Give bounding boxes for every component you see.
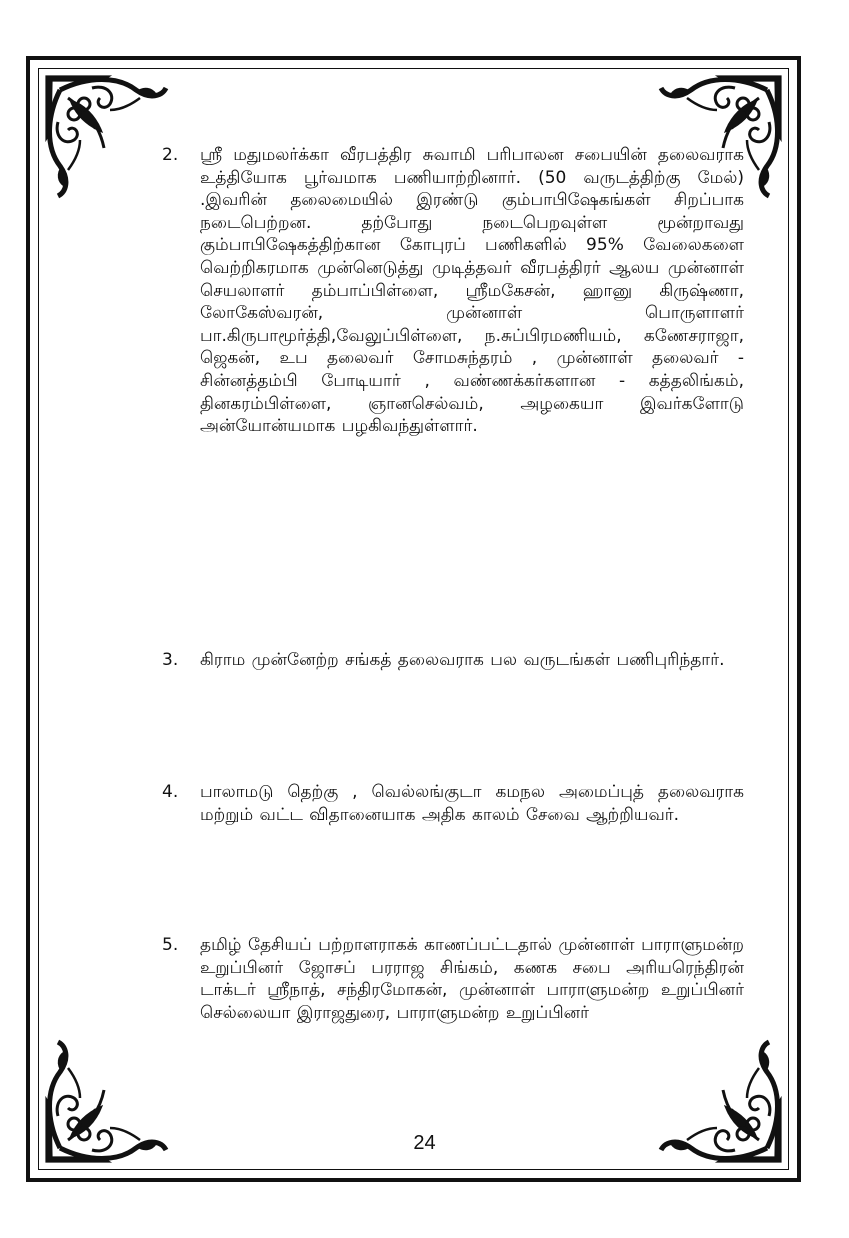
- list-item-text: தமிழ் தேசியப் பற்றாளராகக் காணப்பட்டதால் முன்னாள் பாராளுமன்ற உறுப்பினர் ஜோசப் பரராஜ சிங்கம், கணக சபை அரியரெந்திரன் டாக்டர் ஸ்ரீநாத், சந்திரமோகன், முன்னாள் பாராளுமன்ற உறுப்பினர் செல்லையா இராஜதுரை, பாராளுமன்ற உறுப்பினர்: [200, 935, 744, 1023]
- corner-ornament-top-left: [40, 70, 170, 200]
- list-item-text: ஸ்ரீ மதுமலர்க்கா வீரபத்திர சுவாமி பரிபாலன சபையின் தலைவராக உத்தியோக பூர்வமாக பணியாற்றினார். (50 வருடத்திற்கு மேல்) .இவரின் தலைமையில் இரண்டு கும்பாபிஷேகங்கள் சிறப்பாக நடைபெற்றன. தற்போது நடைபெறவுள்ள மூன்றாவது கும்பாபிஷேகத்திற்கான கோபுரப் பணிகளில் 95% வேலைகளை வெற்றிகரமாக முன்னெடுத்து முடித்தவர் வீரபத்திரர் ஆலய முன்னாள் செயலாளர் தம்பாப்பிள்ளை, ஸ்ரீமகேசன், ஹானு கிருஷ்ணா, லோகேஸ்வரன், முன்னாள் பொருளாளர் பா.கிருபாமூர்த்தி,வேலுப்பிள்ளை, ந.சுப்பிரமணியம், கணேசராஜா, ஜெகன், உப தலைவர் சோமசுந்தரம் , முன்னாள் தலைவர் - சின்னத்தம்பி போடியார் , வண்ணக்கர்களான - கத்தலிங்கம், தினகரம்பிள்ளை, ஞானசெல்வம், அழகையா இவர்களோடு அன்யோன்யமாக பழகிவந்துள்ளார்.: [200, 145, 744, 437]
- list-item-text: பாலாமடு தெற்கு , வெல்லங்குடா கமநல அமைப்புத் தலைவராக மற்றும் வட்ட விதானையாக அதிக காலம் சேவை ஆற்றியவர்.: [200, 782, 744, 825]
- list-item: [162, 781, 744, 826]
- list-item: [162, 649, 744, 672]
- list-item-number: 5.: [162, 935, 179, 955]
- list-item-text: கிராம முன்னேற்ற சங்கத் தலைவராக பல வருடங்கள் பணிபுரிந்தார்.: [200, 650, 725, 670]
- list-item: [162, 934, 744, 1024]
- list-item-number: 2.: [162, 145, 179, 165]
- floral-ornament-icon: [40, 70, 170, 200]
- page-number: 24: [413, 1132, 436, 1154]
- list-item-number: 4.: [162, 782, 179, 802]
- list-item-number: 3.: [162, 650, 179, 670]
- list-item: [162, 144, 744, 438]
